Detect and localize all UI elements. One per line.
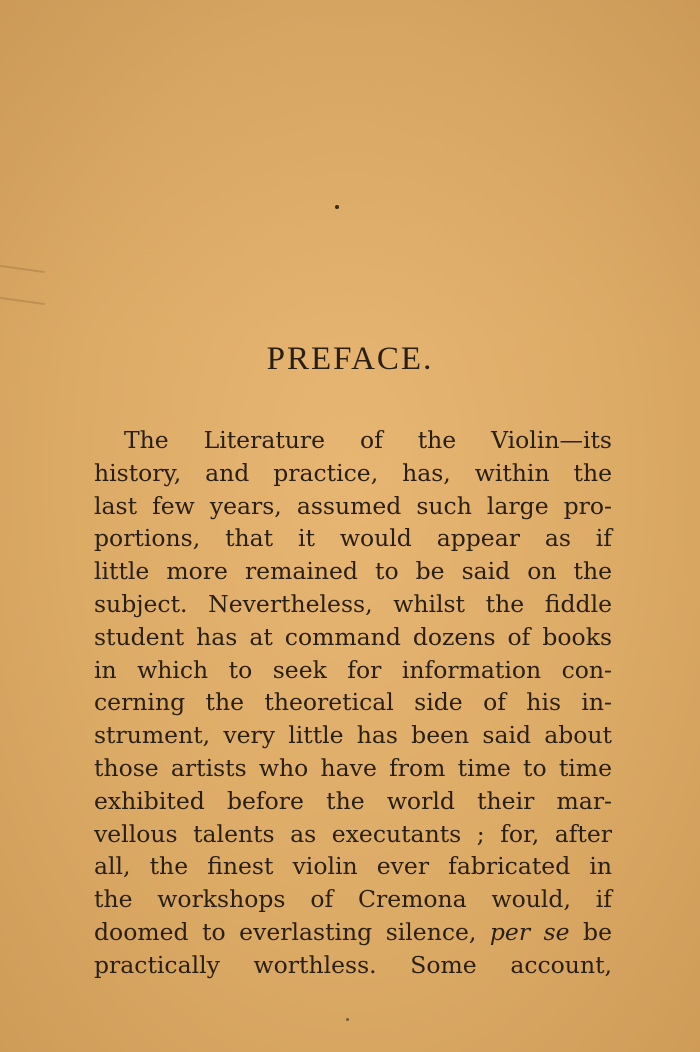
preface-paragraph (94, 424, 612, 982)
text-line: last few years, assumed such large pro- (94, 491, 612, 520)
text-line: portions, that it would appear as if (94, 524, 612, 553)
italic-phrase: per se (489, 917, 570, 946)
text-line: little more remained to be said on the (94, 557, 612, 586)
line-text-before: doomed to everlasting silence, (94, 917, 477, 946)
text-line: the workshops of Cremona would, if (94, 885, 612, 914)
page-speck (346, 1018, 349, 1021)
bleed-through-area (0, 0, 700, 340)
text-line: student has at command dozens of books (94, 622, 612, 651)
text-line: those artists who have from time to time (94, 753, 612, 782)
text-line: practically worthless. Some account, (94, 950, 612, 979)
text-line: subject. Nevertheless, whilst the fiddle (94, 589, 612, 618)
text-line (94, 916, 612, 949)
text-line: exhibited before the world their mar- (94, 786, 612, 815)
text-line: The Literature of the Violin—its (124, 426, 612, 454)
text-line: vellous talents as executants ; for, after (94, 819, 612, 848)
text-line: strument, very little has been said about (94, 721, 612, 750)
text-line: history, and practice, has, within the (94, 458, 612, 487)
text-line: cerning the theoretical side of his in- (94, 688, 612, 717)
page-title: PREFACE. (266, 341, 434, 377)
text-line: in which to seek for information con- (94, 655, 612, 684)
ornament-dot (335, 205, 339, 209)
text-line: all, the finest violin ever fabricated in (94, 852, 612, 881)
line-text-after: be (583, 917, 612, 946)
